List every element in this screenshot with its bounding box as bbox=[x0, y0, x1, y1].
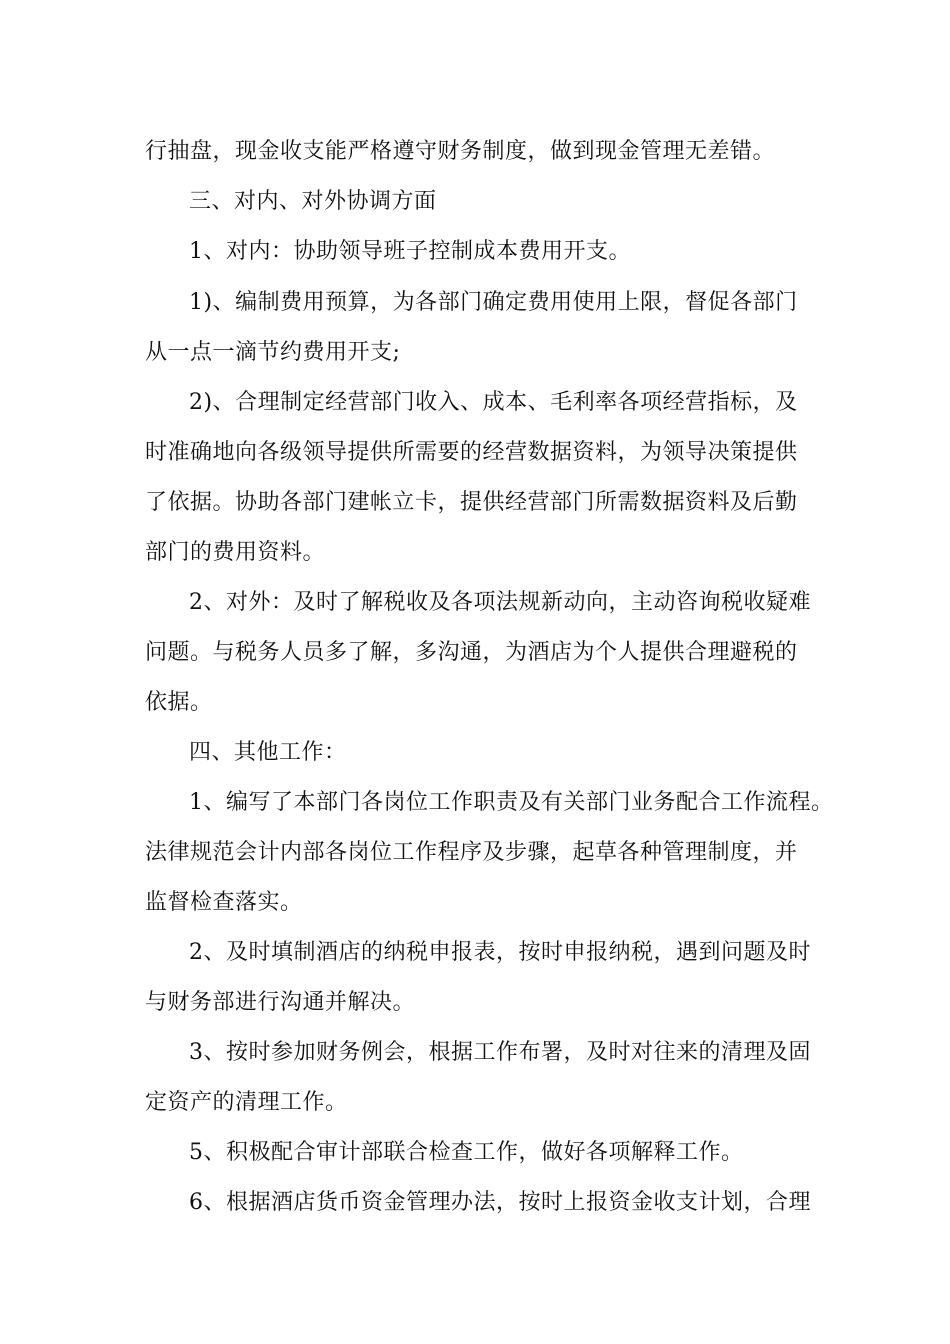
text-line: 与财务部进行沟通并解决。 bbox=[145, 990, 416, 1015]
text-line: 5、积极配合审计部联合检查工作，做好各项解释工作。 bbox=[189, 1140, 744, 1165]
text-line: 从一点一滴节约费用开支; bbox=[145, 340, 401, 365]
section-heading: 三、对内、对外协调方面 bbox=[189, 189, 437, 214]
text-line: 法律规范会计内部各岗位工作程序及步骤，起草各种管理制度，并 bbox=[145, 840, 798, 865]
text-line: 依据。 bbox=[145, 690, 213, 715]
text-line: 监督检查落实。 bbox=[145, 890, 303, 915]
text-line: 3、按时参加财务例会，根据工作布署，及时对往来的清理及固 bbox=[189, 1040, 811, 1065]
text-line: 部门的费用资料。 bbox=[145, 540, 326, 565]
text-line: 时准确地向各级领导提供所需要的经营数据资料，为领导决策提供 bbox=[145, 440, 798, 465]
text-line: 行抽盘，现金收支能严格遵守财务制度，做到现金管理无差错。 bbox=[145, 139, 776, 164]
text-line: 1、对内：协助领导班子控制成本费用开支。 bbox=[189, 239, 631, 264]
text-line: 了依据。协助各部门建帐立卡，提供经营部门所需数据资料及后勤 bbox=[145, 490, 798, 515]
text-line: 6、根据酒店货币资金管理办法，按时上报资金收支计划，合理 bbox=[189, 1190, 811, 1215]
text-line: 1)、编制费用预算，为各部门确定费用使用上限，督促各部门 bbox=[189, 290, 798, 315]
text-line: 2、及时填制酒店的纳税申报表，按时申报纳税，遇到问题及时 bbox=[189, 940, 811, 965]
text-line: 2、对外：及时了解税收及各项法规新动向，主动咨询税收疑难 bbox=[189, 590, 811, 615]
text-line: 1、编写了本部门各岗位工作职责及有关部门业务配合工作流程。 bbox=[189, 790, 834, 815]
text-line: 2)、合理制定经营部门收入、成本、毛利率各项经营指标，及 bbox=[189, 390, 798, 415]
text-line: 问题。与税务人员多了解，多沟通，为酒店为个人提供合理避税的 bbox=[145, 640, 798, 665]
text-line: 定资产的清理工作。 bbox=[145, 1090, 348, 1115]
section-heading: 四、其他工作： bbox=[189, 740, 347, 765]
